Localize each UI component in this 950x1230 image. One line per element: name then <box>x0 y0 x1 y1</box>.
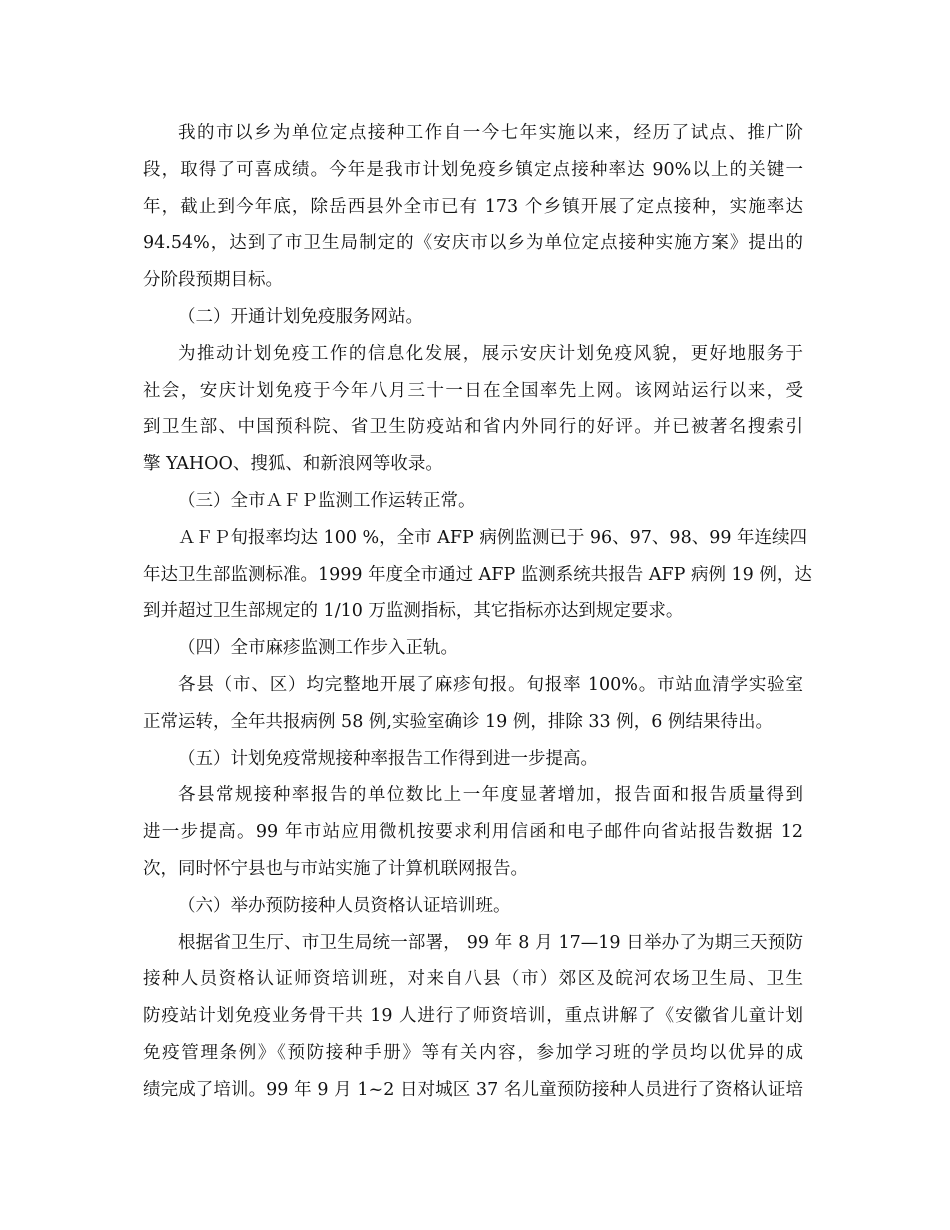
text-line: 根据省卫生厅、市卫生局统一部署， 99 年 8 月 17—19 日举办了为期三天预防 <box>178 932 803 953</box>
text-line: 次，同时怀宁县也与市站实施了计算机联网报告。 <box>143 858 528 879</box>
text-line: 进一步提高。99 年市站应用微机按要求利用信函和电子邮件向省站报告数据 12 <box>143 822 803 843</box>
text-line: 段，取得了可喜成绩。今年是我市计划免疫乡镇定点接种率达 90%以上的关键一 <box>143 159 803 180</box>
text-line: 各县常规接种率报告的单位数比上一年度显著增加，报告面和报告质量得到 <box>178 785 803 806</box>
text-line: 免疫管理条例》《预防接种手册》等有关内容，参加学习班的学员均以优异的成 <box>143 1042 803 1063</box>
text-line: 防疫站计划免疫业务骨干共 19 人进行了师资培训，重点讲解了《安徽省儿童计划 <box>143 1006 803 1027</box>
text-line: 各县（市、区）均完整地开展了麻疹旬报。旬报率 100%。市站血清学实验室 <box>178 674 803 695</box>
text-line: 94.54%，达到了市卫生局制定的《安庆市以乡为单位定点接种实施方案》提出的 <box>143 233 803 254</box>
text-line: ＡＦＰ旬报率均达 100 %，全市 AFP 病例监测已于 96、97、98、99 年连续四 <box>178 527 808 548</box>
text-line: 接种人员资格认证师资培训班，对来自八县（市）郊区及皖河农场卫生局、卫生 <box>143 969 803 990</box>
text-line: 年达卫生部监测标准。1999 年度全市通过 AFP 监测系统共报告 AFP 病例 19 例，达 <box>143 564 812 585</box>
text-line: 到卫生部、中国预科院、省卫生防疫站和省内外同行的好评。并已被著名搜索引 <box>143 417 803 438</box>
text-line: 分阶段预期目标。 <box>143 270 283 291</box>
document-body <box>143 115 812 1109</box>
text-line: 社会，安庆计划免疫于今年八月三十一日在全国率先上网。该网站运行以来，受 <box>143 380 803 401</box>
section-heading: （三）全市ＡＦＰ监测工作运转正常。 <box>178 490 476 511</box>
text-line: 我的市以乡为单位定点接种工作自一今七年实施以来，经历了试点、推广阶 <box>178 123 803 143</box>
section-heading: （六）举办预防接种人员资格认证培训班。 <box>178 895 511 916</box>
section-heading: （五）计划免疫常规接种率报告工作得到进一步提高。 <box>178 748 598 769</box>
text-line: 正常运转，全年共报病例 58 例,实验室确诊 19 例，排除 33 例，6 例结果待出。 <box>143 711 773 732</box>
text-line: 年，截止到今年底，除岳西县外全市已有 173 个乡镇开展了定点接种，实施率达 <box>143 196 803 217</box>
text-line: 为推动计划免疫工作的信息化发展，展示安庆计划免疫风貌，更好地服务于 <box>178 343 803 364</box>
text-line: 绩完成了培训。99 年 9 月 1~2 日对城区 37 名儿童预防接种人员进行了资格认证培 <box>143 1079 803 1100</box>
text-line: 擎 YAHOO、搜狐、和新浪网等收录。 <box>143 454 443 475</box>
text-line: 到并超过卫生部规定的 1/10 万监测指标，其它指标亦达到规定要求。 <box>143 601 684 622</box>
section-heading: （二）开通计划免疫服务网站。 <box>178 306 423 327</box>
section-heading: （四）全市麻疹监测工作步入正轨。 <box>178 638 458 659</box>
